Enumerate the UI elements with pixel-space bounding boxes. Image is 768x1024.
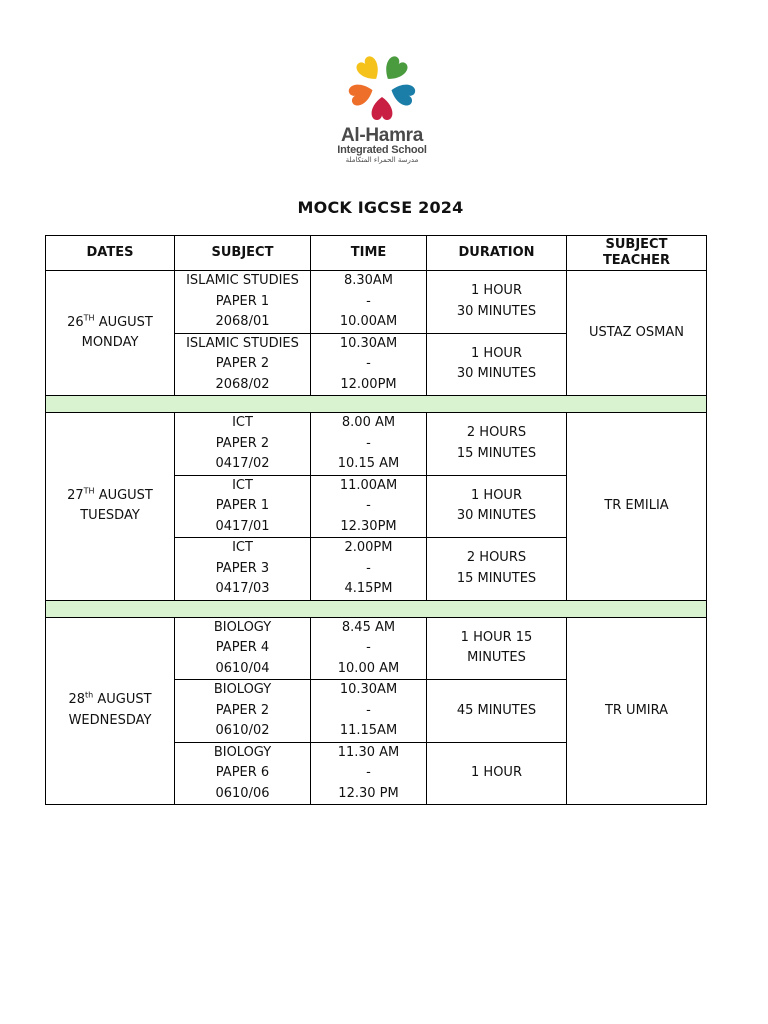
paper-code: 0417/02: [215, 456, 270, 471]
teacher-cell: TR EMILIA: [567, 413, 707, 601]
time-cell: [311, 271, 427, 334]
subject-name: ICT: [232, 540, 253, 555]
subject-cell: [175, 742, 311, 805]
paper-name: PAPER 3: [215, 560, 270, 576]
date-day: 28: [68, 692, 85, 708]
start-time: 8.45 AM: [341, 619, 396, 635]
date-suffix: TH: [83, 313, 95, 323]
header-dates: DATES: [46, 236, 175, 271]
subject-cell: [175, 475, 311, 538]
duration-line-2: 15 MINUTES: [456, 445, 537, 461]
date-month: AUGUST: [97, 692, 152, 708]
exam-timetable: [45, 235, 707, 805]
school-logo: [330, 54, 434, 165]
school-subtitle: Integrated School: [337, 144, 427, 156]
end-time: 12.30 PM: [338, 785, 399, 801]
date-cell: [46, 413, 175, 601]
subject-cell: [175, 413, 311, 476]
subject-name: ICT: [232, 477, 253, 493]
paper-name: PAPER 1: [215, 293, 270, 309]
start-time: 11.30 AM: [337, 744, 400, 760]
duration-cell: [427, 333, 567, 396]
paper-name: PAPER 2: [215, 356, 270, 371]
subject-name: BIOLOGY: [213, 619, 272, 635]
end-time: 10.00 AM: [337, 660, 400, 676]
date-day: 27: [67, 487, 84, 503]
separator-cell: [46, 396, 707, 413]
subject-cell: [175, 617, 311, 680]
start-time: 8.00 AM: [341, 415, 396, 430]
date-weekday: TUESDAY: [80, 508, 140, 524]
teacher-cell: TR UMIRA: [567, 617, 707, 805]
paper-name: PAPER 2: [215, 435, 270, 451]
subject-name: ISLAMIC STUDIES: [186, 335, 299, 351]
school-arabic-name: مدرسة الحمراء المتكاملة: [345, 156, 419, 164]
subject-cell: [175, 333, 311, 396]
duration-line-2: MINUTES: [467, 650, 526, 666]
end-time: 12.00PM: [340, 376, 397, 392]
header-teacher-line-1: SUBJECT: [605, 237, 668, 252]
duration-line-1: 2 HOURS: [466, 550, 527, 566]
paper-name: PAPER 1: [215, 498, 270, 513]
time-cell: [311, 742, 427, 805]
duration-line-2: 30 MINUTES: [456, 366, 537, 382]
paper-code: 2068/02: [215, 376, 270, 392]
time-cell: [311, 475, 427, 538]
time-separator: -: [366, 765, 371, 780]
duration-cell: [427, 538, 567, 601]
header-time: TIME: [311, 236, 427, 271]
separator-cell: [46, 600, 707, 617]
duration-cell: 45 MINUTES: [427, 680, 567, 743]
subject-cell: [175, 680, 311, 743]
time-separator: -: [366, 435, 371, 451]
start-time: 10.30AM: [339, 682, 398, 697]
date-suffix: th: [84, 690, 94, 700]
table-row: [46, 413, 707, 476]
duration-line-1: 1 HOUR: [471, 487, 522, 503]
subject-name: ICT: [232, 415, 253, 430]
table-row: [46, 271, 707, 334]
flower-logo-icon: [346, 54, 418, 120]
date-cell: [46, 271, 175, 396]
petal-red: [372, 97, 393, 120]
time-cell: [311, 333, 427, 396]
separator-row: [46, 600, 707, 617]
header-subject-teacher: [567, 236, 707, 271]
start-time: 11.00AM: [339, 477, 398, 493]
time-cell: [311, 617, 427, 680]
time-cell: [311, 538, 427, 601]
paper-name: PAPER 6: [215, 765, 270, 780]
start-time: 2.00PM: [344, 540, 393, 555]
date-suffix: TH: [83, 486, 95, 496]
subject-cell: [175, 271, 311, 334]
duration-line-1: 1 HOUR: [471, 345, 522, 361]
paper-code: 0610/04: [215, 660, 270, 676]
petal-green: [379, 54, 409, 85]
separator-row: [46, 396, 707, 413]
duration-cell: [427, 617, 567, 680]
start-time: 8.30AM: [343, 273, 394, 288]
end-time: 4.15PM: [344, 581, 393, 596]
date-weekday: MONDAY: [81, 335, 139, 350]
page-title: MOCK IGCSE 2024: [297, 198, 464, 217]
header-teacher-line-2: TEACHER: [602, 253, 671, 268]
petal-yellow: [354, 54, 384, 85]
paper-code: 0417/01: [215, 518, 270, 534]
header-duration: DURATION: [427, 236, 567, 271]
start-time: 10.30AM: [339, 335, 398, 351]
end-time: 12.30PM: [340, 518, 397, 534]
paper-code: 0610/02: [215, 723, 270, 738]
date-month: AUGUST: [98, 314, 153, 330]
table-row: [46, 617, 707, 680]
duration-line-1: 2 HOURS: [466, 425, 527, 441]
time-separator: -: [366, 498, 371, 513]
time-separator: -: [366, 702, 371, 718]
time-cell: [311, 413, 427, 476]
school-name: Al-Hamra: [340, 125, 424, 146]
paper-code: 2068/01: [215, 314, 270, 329]
duration-cell: [427, 271, 567, 334]
duration-cell: [427, 413, 567, 476]
duration-line-2: 30 MINUTES: [456, 303, 537, 319]
paper-name: PAPER 4: [215, 640, 270, 655]
subject-name: ISLAMIC STUDIES: [186, 273, 299, 288]
duration-line-2: 30 MINUTES: [456, 508, 537, 524]
time-separator: -: [366, 640, 371, 655]
header-subject: SUBJECT: [175, 236, 311, 271]
petal-orange: [347, 80, 375, 107]
paper-code: 0610/06: [215, 785, 270, 801]
paper-code: 0417/03: [215, 581, 270, 596]
time-separator: -: [366, 560, 371, 576]
date-weekday: WEDNESDAY: [68, 712, 152, 728]
time-separator: -: [366, 356, 371, 371]
date-cell: [46, 617, 175, 805]
end-time: 10.00AM: [339, 314, 398, 329]
duration-line-1: 1 HOUR: [471, 283, 522, 299]
duration-cell: [427, 475, 567, 538]
end-time: 10.15 AM: [337, 456, 400, 471]
petal-blue: [388, 80, 416, 107]
duration-cell: 1 HOUR: [427, 742, 567, 805]
time-cell: [311, 680, 427, 743]
duration-line-1: 1 HOUR 15: [460, 629, 533, 645]
date-month: AUGUST: [98, 487, 153, 503]
teacher-cell: USTAZ OSMAN: [567, 271, 707, 396]
header-row: [46, 236, 707, 271]
paper-name: PAPER 2: [215, 702, 270, 718]
duration-line-2: 15 MINUTES: [456, 570, 537, 586]
date-day: 26: [67, 314, 84, 330]
time-separator: -: [366, 293, 371, 309]
subject-name: BIOLOGY: [213, 744, 272, 760]
subject-name: BIOLOGY: [213, 682, 272, 697]
subject-cell: [175, 538, 311, 601]
end-time: 11.15AM: [339, 723, 398, 738]
